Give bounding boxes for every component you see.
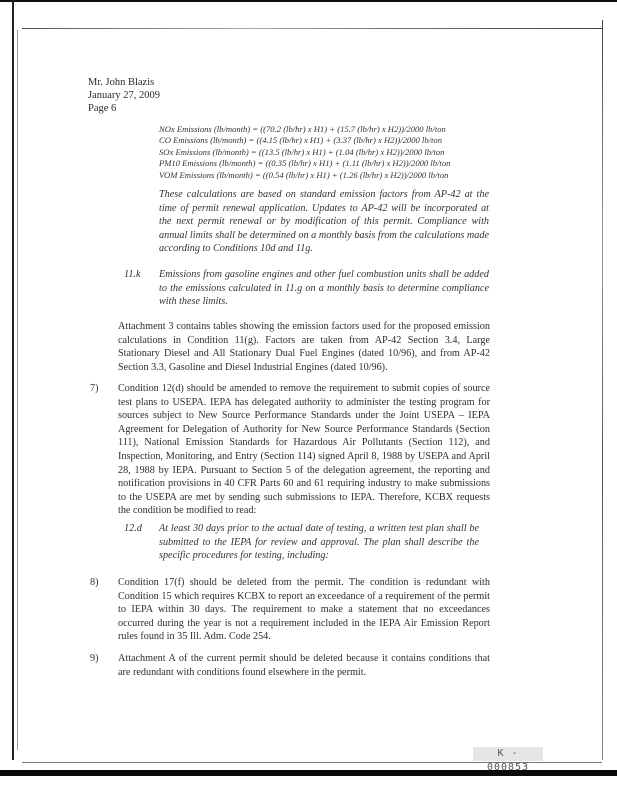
page-number: Page 6: [88, 103, 117, 114]
item-12d-text: At least 30 days prior to the actual date of testing, a written test plan shall be submitted to the IEPA for review and approval. The plan shall describe the specific procedures for testing, including:: [159, 523, 479, 562]
item-8-number: 8): [90, 577, 99, 588]
emission-formulas: [159, 124, 450, 181]
item-7-text: Condition 12(d) should be amended to remove the requirement to submit copies of source test plans to USEPA. IEPA has delegated authority to administer the testing program for sources subject to New Source Performance Standards under the Joint USEPA – IEPA Agreement for Delegation of Authority for New Source Performance Standards (Section 111), National Emission Standards for Hazardous Air Pollutants (Section 112), and Inspection, Monitoring, and Entry (Section 114) signed April 8, 1988 by USEPA and April 28, 1988 by IEPA. Pursuant to Section 5 of the delegation agreement, the reporting and notification provisions in 40 CFR Parts 60 and 61 requiring industry to make submissions to the USEPA are met by sending such submissions to IEPA. Therefore, KCBX requests the condition be modified to read:: [118, 383, 490, 517]
formula-sox: SOx Emissions (lb/month) = ((13.5 (lb/hr) x H1) + (1.04 (lb/hr) x H2))/2000 lb/ton: [159, 146, 445, 157]
scan-edge-left: [12, 0, 14, 760]
item-11k-text: Emissions from gasoline engines and other fuel combustion units shall be added to the emissions calculated in 11.g on a monthly basis to determine compliance with these limits.: [159, 269, 489, 308]
item-8-text: Condition 17(f) should be deleted from the permit. The condition is redundant with Condition 15 which requires KCBX to report an exceedance of a requirement of the permit to IEPA within 30 days. The requirement to make a statement that no exceedances occurred during the year is not a requirement included in the IEPA Air Emission Report rules found in 35 Ill. Adm. Code 254.: [118, 577, 490, 643]
calculation-note: These calculations are based on standard emission factors from AP-42 at the time of permit renewal application. Updates to AP-42 will be incorporated at the next permit renewal or by modification of this permit. Compliance with annual limits shall be determined on a monthly basis from the calculations made according to Conditions 10d and 11g.: [159, 189, 489, 255]
item-9-text: Attachment A of the current permit should be deleted because it contains conditions that are redundant with conditions found elsewhere in the permit.: [118, 653, 490, 678]
attachment-3-paragraph: Attachment 3 contains tables showing the emission factors used for the proposed emission calculations in Condition 11(g). Factors are taken from AP-42 Section 3.4, Large Stationary Diesel and All Stationary Dual Fuel Engines (dated 10/96), and from AP-42 Section 3.3, Gasoline and Diesel Industrial Engines (dated 10/96).: [118, 321, 490, 373]
bates-stamp: K - 000853: [473, 747, 543, 761]
item-9-number: 9): [90, 653, 99, 664]
scan-edge-left-inner: [17, 30, 18, 750]
item-11k-label: 11.k: [124, 269, 141, 280]
scan-edge-top: [0, 0, 617, 2]
scan-rule-top: [22, 28, 602, 29]
letter-header: [88, 76, 160, 115]
formula-co: CO Emissions (lb/month) = ((4.15 (lb/hr) x H1) + (3.37 (lb/hr) x H2))/2000 lb/ton: [159, 135, 442, 146]
item-7-number: 7): [90, 383, 99, 394]
formula-vom: VOM Emissions (lb/month) = ((0.54 (lb/hr) x H1) + (1.26 (lb/hr) x H2))/2000 lb/ton: [159, 169, 449, 180]
formula-pm10: PM10 Emissions (lb/month) = ((0.35 (lb/hr) x H1) + (1.11 (lb/hr) x H2))/2000 lb/ton: [159, 158, 451, 169]
letter-date: January 27, 2009: [88, 90, 161, 101]
item-12d-label: 12.d: [124, 523, 142, 534]
scan-edge-right: [602, 20, 603, 760]
recipient-name: Mr. John Blazis: [88, 77, 155, 88]
formula-nox: NOx Emissions (lb/month) = ((70.2 (lb/hr) x H1) + (15.7 (lb/hr) x H2))/2000 lb/ton: [159, 124, 446, 134]
